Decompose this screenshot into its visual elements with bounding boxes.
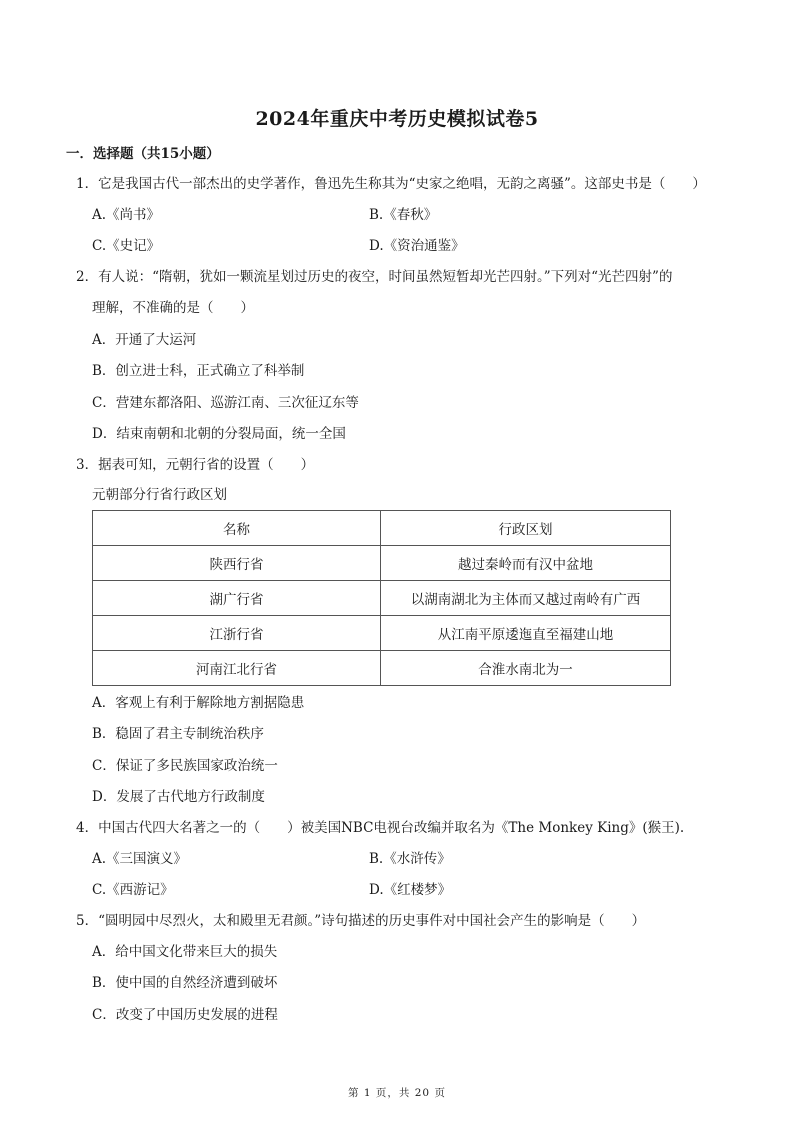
- question-3-option-b: B．稳固了君主专制统治秩序: [92, 726, 264, 742]
- page-footer: 第 1 页，共 20 页: [348, 1087, 446, 1099]
- question-1-option-d: D.《资治通鉴》: [369, 238, 465, 254]
- question-5-stem: 5．“圆明园中尽烈火，太和殿里无君颜。”诗句描述的历史事件对中国社会产生的影响是（ ）: [76, 913, 646, 929]
- question-4-option-b: B.《水浒传》: [369, 851, 451, 867]
- table-cell: 河南江北行省: [93, 651, 381, 686]
- table-cell: 以湖南湖北为主体而又越过南岭有广西: [381, 581, 671, 616]
- table-caption: 元朝部分行省行政区划: [92, 487, 227, 503]
- question-2-stem-line-2: 理解，不准确的是（ ）: [92, 300, 254, 316]
- province-table: [92, 510, 671, 686]
- question-3-option-a: A．客观上有利于解除地方割据隐患: [92, 695, 305, 711]
- table-cell: 从江南平原逶迤直至福建山地: [381, 616, 671, 651]
- table-header-row: [93, 511, 671, 546]
- question-2-option-b: B．创立进士科，正式确立了科举制: [92, 363, 305, 379]
- page-title: 2024年重庆中考历史模拟试卷5: [255, 108, 539, 130]
- question-5-option-a: A．给中国文化带来巨大的损失: [92, 944, 278, 960]
- table-row: [93, 546, 671, 581]
- table-header-cell: 名称: [93, 511, 381, 546]
- table-row: [93, 651, 671, 686]
- question-1-option-c: C.《史记》: [92, 238, 161, 254]
- question-1-option-b: B.《春秋》: [369, 207, 438, 223]
- table-row: [93, 616, 671, 651]
- question-4-option-d: D.《红楼梦》: [369, 882, 452, 898]
- question-3-stem: 3．据表可知，元朝行省的设置（ ）: [76, 457, 315, 473]
- question-1-stem: 1．它是我国古代一部杰出的史学著作，鲁迅先生称其为“史家之绝唱，无韵之离骚”。这部史书是（ ）: [76, 176, 706, 192]
- question-4-option-c: C.《西游记》: [92, 882, 174, 898]
- question-5-option-b: B．使中国的自然经济遭到破坏: [92, 975, 278, 991]
- question-3-option-c: C．保证了多民族国家政治统一: [92, 758, 278, 774]
- question-2-option-a: A．开通了大运河: [92, 332, 197, 348]
- question-1-option-a: A.《尚书》: [92, 207, 161, 223]
- question-5-option-c: C．改变了中国历史发展的进程: [92, 1007, 278, 1023]
- table-row: [93, 581, 671, 616]
- table-cell: 江浙行省: [93, 616, 381, 651]
- question-2-stem-line-1: 2．有人说：“隋朝，犹如一颗流星划过历史的夜空，时间虽然短暂却光芒四射。”下列对“光芒四射”的: [76, 269, 673, 285]
- table-header-cell: 行政区划: [381, 511, 671, 546]
- table-cell: 湖广行省: [93, 581, 381, 616]
- table-cell: 越过秦岭而有汉中盆地: [381, 546, 671, 581]
- question-3-option-d: D．发展了古代地方行政制度: [92, 789, 265, 805]
- table-cell: 陕西行省: [93, 546, 381, 581]
- question-2-option-c: C．营建东都洛阳、巡游江南、三次征辽东等: [92, 395, 359, 411]
- question-4-stem: 4．中国古代四大名著之一的（ ）被美国NBC电视台改编并取名为《The Monkey King》(猴王).: [76, 820, 685, 836]
- question-4-option-a: A.《三国演义》: [92, 851, 188, 867]
- table-cell: 合淮水南北为一: [381, 651, 671, 686]
- question-2-option-d: D．结束南朝和北朝的分裂局面，统一全国: [92, 426, 346, 442]
- section-heading: 一．选择题（共15小题）: [66, 146, 220, 162]
